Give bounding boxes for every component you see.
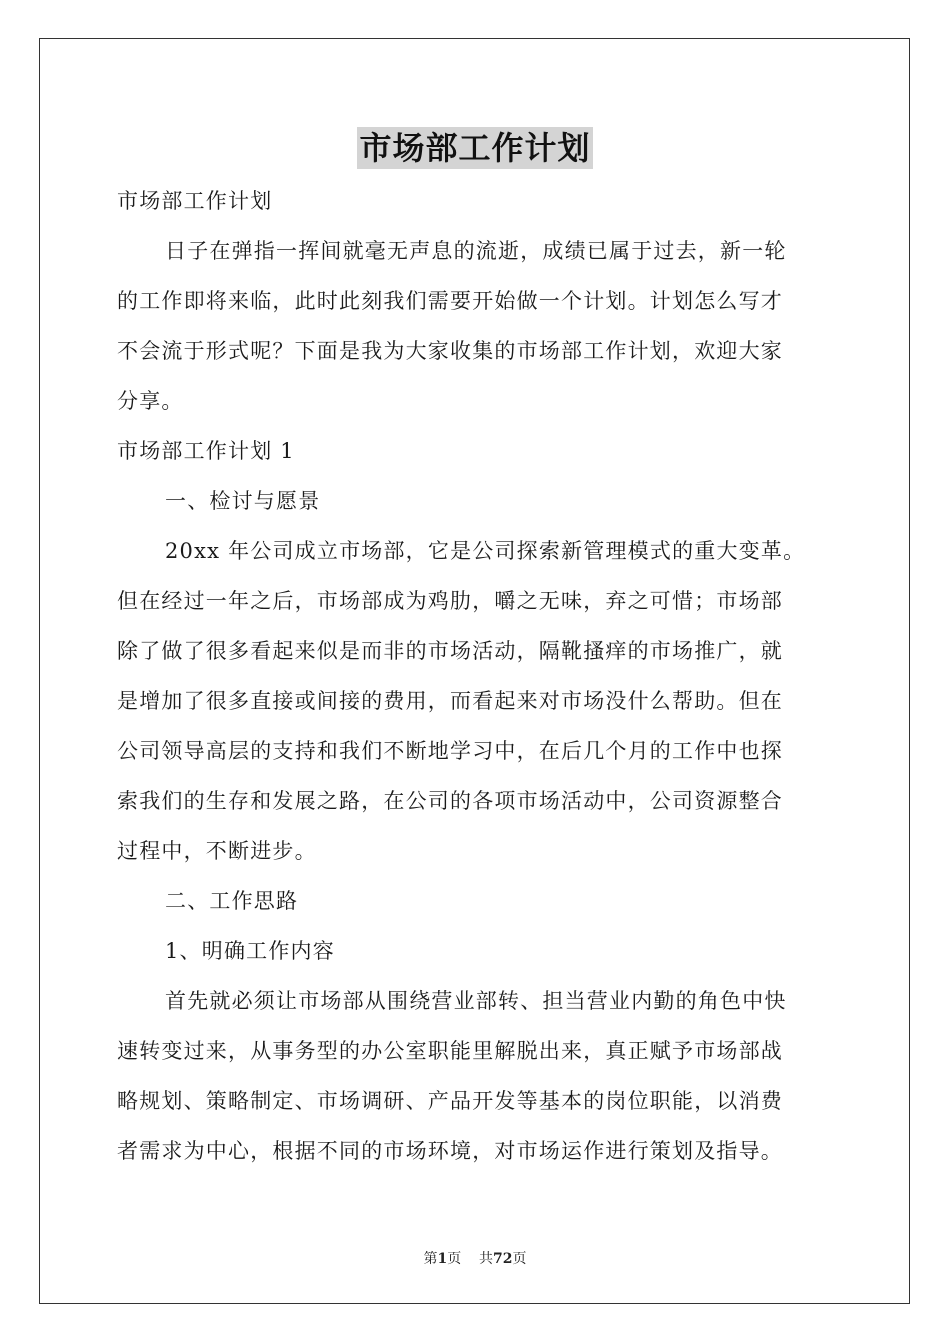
- subsection-heading: 一、检讨与愿景: [165, 489, 321, 513]
- body-line: 公司领导高层的支持和我们不断地学习中，在后几个月的工作中也探: [117, 739, 783, 763]
- footer-page-suffix: 页: [447, 1251, 462, 1267]
- body-line: 但在经过一年之后，市场部成为鸡肋，嚼之无味，弃之可惜；市场部: [117, 589, 783, 613]
- body-line: 市场部工作计划: [117, 189, 273, 213]
- body-line: 索我们的生存和发展之路，在公司的各项市场活动中，公司资源整合: [117, 789, 783, 813]
- body-line: 略规划、策略制定、市场调研、产品开发等基本的岗位职能，以消费: [117, 1089, 783, 1113]
- body-line: 日子在弹指一挥间就毫无声息的流逝，成绩已属于过去，新一轮: [165, 239, 787, 263]
- footer-total-prefix: 共: [479, 1251, 494, 1267]
- page-footer: [0, 1248, 950, 1268]
- footer-total-suffix: 页: [512, 1251, 527, 1267]
- body-line: 不会流于形式呢？下面是我为大家收集的市场部工作计划，欢迎大家: [117, 339, 783, 363]
- body-line: 速转变过来，从事务型的办公室职能里解脱出来，真正赋予市场部战: [117, 1039, 783, 1063]
- body-line: 除了做了很多看起来似是而非的市场活动，隔靴搔痒的市场推广，就: [117, 639, 783, 663]
- body-line: 者需求为中心，根据不同的市场环境，对市场运作进行策划及指导。: [117, 1139, 783, 1163]
- subsection-heading: 二、工作思路: [165, 889, 299, 913]
- body-line: 20xx 年公司成立市场部，它是公司探索新管理模式的重大变革。: [165, 539, 806, 563]
- body-line: 首先就必须让市场部从围绕营业部转、担当营业内勤的角色中快: [165, 989, 787, 1013]
- body-line: 过程中，不断进步。: [117, 839, 317, 863]
- section-heading: 市场部工作计划 1: [117, 439, 295, 463]
- document-title: 市场部工作计划: [359, 129, 591, 167]
- body-line: 分享。: [117, 389, 184, 413]
- body-line: 是增加了很多直接或间接的费用，而看起来对市场没什么帮助。但在: [117, 689, 783, 713]
- title-container: [0, 127, 950, 169]
- footer-page-current: 1: [437, 1251, 448, 1267]
- body-line: 的工作即将来临，此时此刻我们需要开始做一个计划。计划怎么写才: [117, 289, 783, 313]
- subsection-heading: 1、明确工作内容: [165, 939, 335, 963]
- document-body: [117, 176, 833, 1176]
- footer-page-total: 72: [493, 1251, 513, 1267]
- footer-page-prefix: 第: [423, 1251, 438, 1267]
